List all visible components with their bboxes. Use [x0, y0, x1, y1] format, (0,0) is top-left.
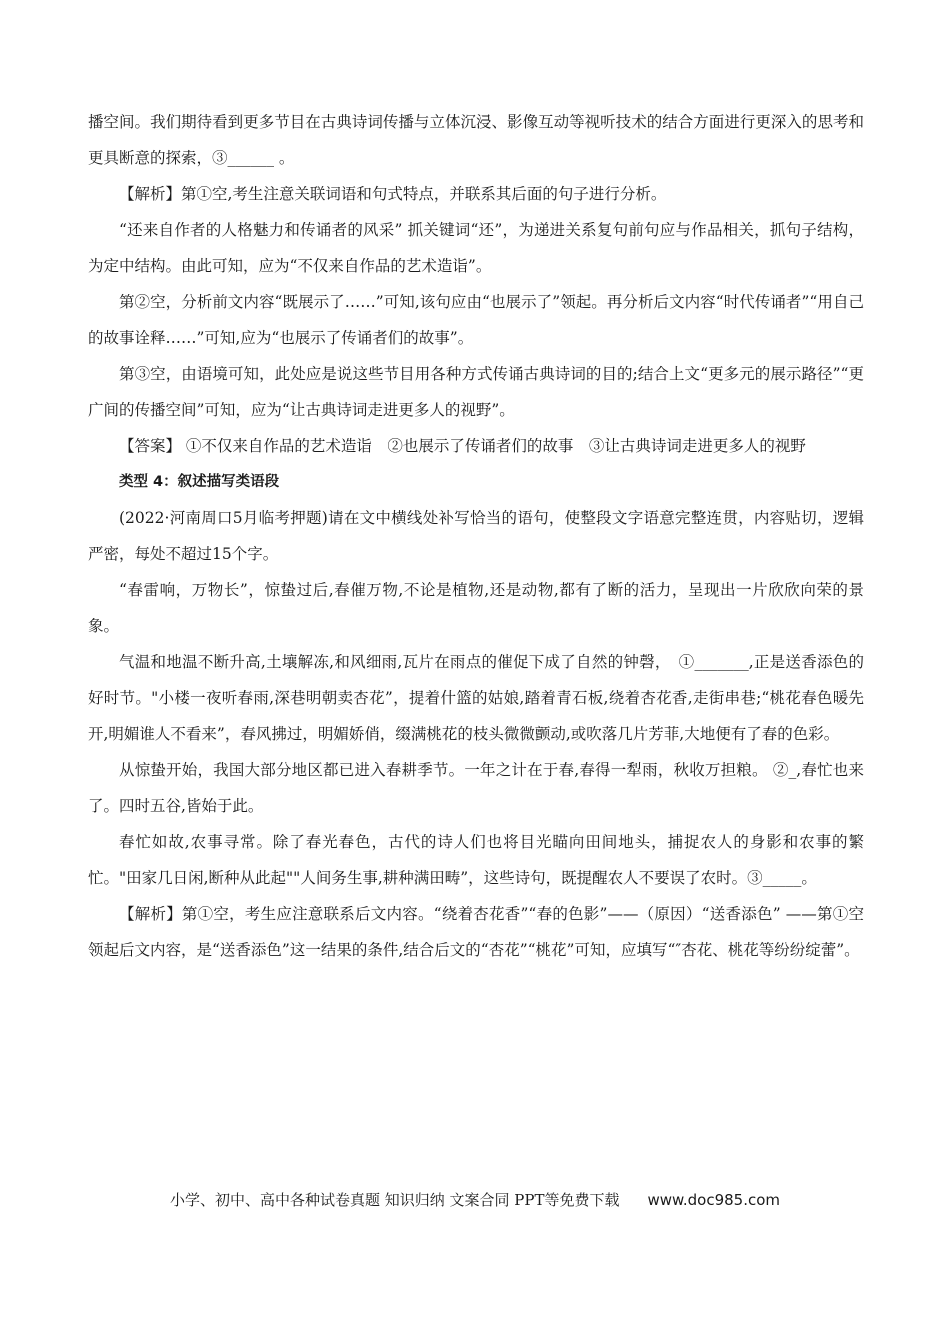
- footer-text: 小学、初中、高中各种试卷真题 知识归纳 文案合同 PPT等免费下载: [169, 1191, 620, 1209]
- footer-url-link[interactable]: www.doc985.com: [647, 1191, 781, 1209]
- paragraph-analysis-2: 第②空，分析前文内容“既展示了……”可知,该句应由“也展示了”领起。再分析后文内容“时代传诵者”“用自己的故事诠释……”可知,应为“也展示了传诵者们的故事”。: [88, 293, 864, 347]
- question-prompt: (2022·河南周口5月临考押题)请在文中横线处补写恰当的语句，使整段文字语意完整连贯，内容贴切，逻辑严密，每处不超过15个字。: [88, 509, 864, 563]
- passage-paragraph-1: “春雷响，万物长”，惊蛰过后,春催万物,不论是植物,还是动物,都有了断的活力，呈现出一片欣欣向荣的景象。: [88, 581, 864, 635]
- paragraph-analysis-intro: 【解析】第①空,考生注意关联词语和句式特点，并联系其后面的句子进行分析。: [119, 185, 667, 203]
- passage-paragraph-2: 气温和地温不断升高,土壤解冻,和风细雨,瓦片在雨点的催促下成了自然的钟磬， ①_______,正是送香添色的好时节。"小楼一夜听春雨,深巷明朝卖杏花”，提着什篮的姑娘,踏着青石板,绕着杏花香,走街串巷;“桃花春色暖先开,明媚谁人不看来”，春风拂过，明媚娇俏，缀满桃花的枝头微微颤动,或吹落几片芳菲,大地便有了春的色彩。: [88, 653, 864, 743]
- analysis-paragraph: 【解析】第①空，考生应注意联系后文内容。“绕着杏花香”“春的色影”——（原因）“送香添色” ——第①空领起后文内容，是“送香添色”这一结果的条件,结合后文的“杏花”“桃花”可知，应填写“″杏花、桃花等纷纷绽蕾”。: [88, 905, 864, 959]
- page-footer: [0, 1188, 950, 1212]
- paragraph-analysis-1: “还来自作者的人格魅力和传诵者的风采” 抓关键词“还”，为递进关系复句前句应与作品相关，抓句子结构，为定中结构。由此可知，应为“不仅来自作品的艺术造诣”。: [88, 221, 864, 275]
- paragraph-1: 播空间。我们期待看到更多节目在古典诗词传播与立体沉浸、影像互动等视听技术的结合方面进行更深入的思考和更具断意的探索，③______ 。: [88, 113, 864, 167]
- document-body: [88, 104, 864, 968]
- paragraph-analysis-3: 第③空，由语境可知，此处应是说这些节目用各种方式传诵古典诗词的目的;结合上文“更多元的展示路径”“更广间的传播空间”可知，应为“让古典诗词走进更多人的视野”。: [88, 365, 864, 419]
- passage-paragraph-3: 从惊蛰开始，我国大部分地区都已进入春耕季节。一年之计在于春,春得一犁雨，秋收万担粮。 ②_,春忙也来了。四时五谷,皆始于此。: [88, 761, 864, 815]
- paragraph-answer: 【答案】 ①不仅来自作品的艺术造诣 ②也展示了传诵者们的故事 ③让古典诗词走进更多人的视野: [119, 437, 806, 455]
- section-heading: 类型 4：叙述描写类语段: [119, 474, 280, 490]
- passage-paragraph-4: 春忙如故,农事寻常。除了春光春色，古代的诗人们也将目光瞄向田间地头，捕捉农人的身影和农事的繁忙。"田家几日闲,断种从此起""人间务生事,耕种满田畴”，这些诗句，既提醒农人不要误了农时。③_____。: [88, 833, 864, 887]
